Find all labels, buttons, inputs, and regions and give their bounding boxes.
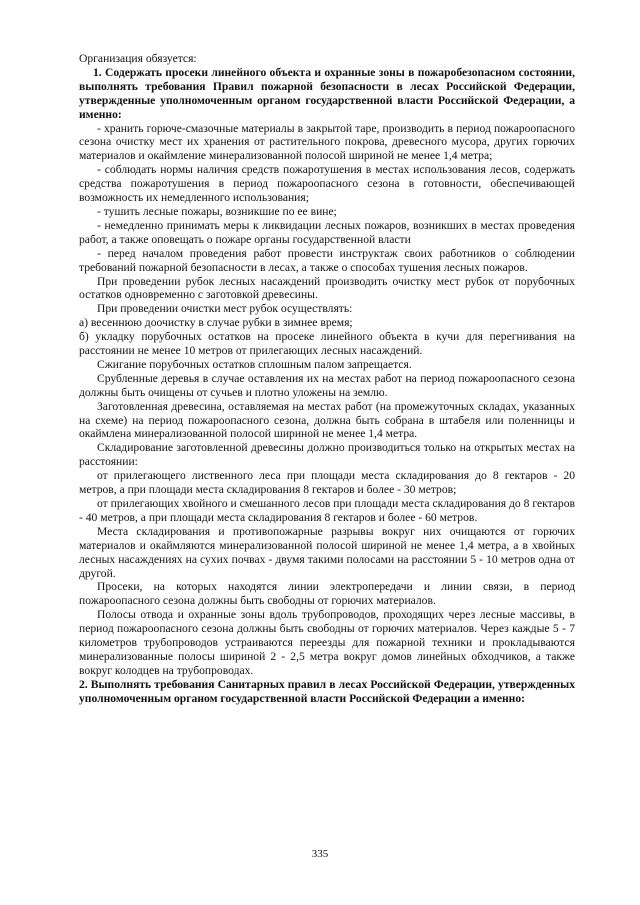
intro-line: Организация обязуется: [79,52,197,65]
paragraph: - тушить лесные пожары, возникшие по ее вине; [97,204,337,218]
page-number: 335 [311,848,329,860]
paragraph: Полосы отвода и охранные зоны вдоль трубопроводов, проходящих через лесные массивы, в период пожароопасного сезона должны быть свободны от горючих материалов. Через каждые 5 - 7 километров трубопроводов устраиваются переезды для пожарной техники и прокладываются минерализованные полосы шириной 2 - 2,5 метра вокруг домов линейных обходчиков, а также вокруг колодцев на трубопроводах. [79,608,575,677]
paragraph: от прилегающего лиственного леса при площади места складирования до 8 гектаров - 20 метров, а при площади места складирования 8 гектаров и более - 30 метров; [79,469,575,497]
paragraph: Места складирования и противопожарные разрывы вокруг них очищаются от горючих материалов и окаймляются минерализованной полосой шириной не менее 1,4 метра, а в хвойных лесных насаждениях на сухих почвах - двумя такими полосами на расстоянии 5 - 10 метров одна от другой. [79,524,575,580]
paragraph: - хранить горюче-смазочные материалы в закрытой таре, производить в период пожароопасного сезона очистку мест их хранения от растительного покрова, древесного мусора, других горючих материалов и окаймление минерализованной полосой шириной не менее 1,4 метра; [79,121,575,163]
paragraph: - перед началом проведения работ провести инструктаж своих работников о соблюдении требований пожарной безопасности в лесах, а также о способах тушения лесных пожаров. [79,246,575,274]
paragraph: При проведении рубок лесных насаждений производить очистку мест рубок от порубочных остатков одновременно с заготовкой древесины. [79,274,575,302]
paragraph: При проведении очистки мест рубок осуществлять: [97,302,353,316]
paragraph: Складирование заготовленной древесины должно производиться только на открытых местах на расстоянии: [79,441,575,469]
paragraph: а) весеннюю доочистку в случае рубки в зимнее время; [79,316,353,330]
section-2-heading: 2. Выполнять требования Санитарных правил в лесах Российской Федерации, утвержденных уполномоченным органом государственной власти Российской Федерации а именно: [79,677,575,705]
section-1-heading: 1. Содержать просеки линейного объекта и охранные зоны в пожаробезопасном состоянии, выполнять требования Правил пожарной безопасности в лесах Российской Федерации, утвержденные уполномоченным органом государственной власти Российской Федерации, а именно: [79,65,575,121]
paragraph: от прилегающих хвойного и смешанного лесов при площади места складирования до 8 гектаров - 40 метров, а при площади места складирования 8 гектаров и более - 60 метров. [79,497,575,524]
paragraph: Сжигание порубочных остатков сплошным палом запрещается. [97,357,412,371]
document-page [79,52,575,706]
paragraph: б) укладку порубочных остатков на просеке линейного объекта в кучи для перегнивания на расстоянии не менее 10 метров от прилегающих лесных насаждений. [79,330,575,358]
paragraph: - соблюдать нормы наличия средств пожаротушения в местах использования лесов, содержать средства пожаротушения в период пожароопасного сезона в готовности, обеспечивающей возможность их немедленного использования; [79,163,575,205]
paragraph: Заготовленная древесина, оставляемая на местах работ (на промежуточных складах, указанных на схеме) на период пожароопасного сезона, должна быть собрана в штабеля или поленницы и окаймлена минерализованной полосой шириной не менее 1,4 метра. [79,399,575,441]
paragraph: Срубленные деревья в случае оставления их на местах работ на период пожароопасного сезона должны быть очищены от сучьев и плотно уложены на землю. [79,371,575,399]
paragraph: Просеки, на которых находятся линии электропередачи и линии связи, в период пожароопасного сезона должны быть свободны от горючих материалов. [79,580,575,608]
paragraph: - немедленно принимать меры к ликвидации лесных пожаров, возникших в местах проведения работ, а также оповещать о пожаре органы государственной власти [79,218,575,246]
